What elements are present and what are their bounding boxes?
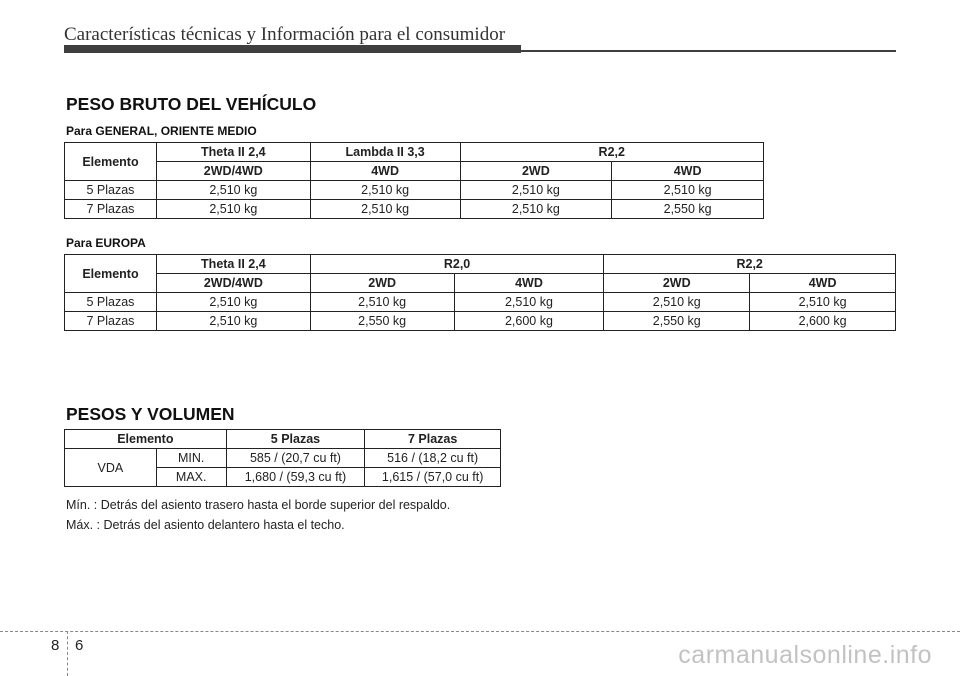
table-cell: 2,510 kg bbox=[750, 293, 896, 312]
note-max: Máx. : Detrás del asiento delantero hasta el techo. bbox=[66, 518, 345, 532]
footer-divider bbox=[0, 631, 960, 632]
table-header-engine: R2,2 bbox=[604, 255, 896, 274]
table-cell: 585 / (20,7 cu ft) bbox=[226, 449, 365, 468]
gross-weight-table-europe bbox=[64, 254, 896, 331]
page-number-chapter: 8 bbox=[51, 637, 60, 654]
table-cell: 2,510 kg bbox=[156, 181, 310, 200]
table-header-drive: 2WD/4WD bbox=[156, 162, 310, 181]
table-cell: 2,510 kg bbox=[460, 200, 612, 219]
table-header-engine: Theta II 2,4 bbox=[156, 143, 310, 162]
gross-weight-table-general bbox=[64, 142, 764, 219]
table-cell: 1,615 / (57,0 cu ft) bbox=[365, 468, 501, 487]
table-cell: 2,510 kg bbox=[156, 200, 310, 219]
watermark-text: carmanualsonline.info bbox=[678, 641, 932, 669]
table-header-drive: 4WD bbox=[310, 162, 460, 181]
table-row-label: 5 Plazas bbox=[65, 293, 157, 312]
table-row bbox=[65, 181, 764, 200]
table-cell: 2,510 kg bbox=[460, 181, 612, 200]
table-header-element: Elemento bbox=[65, 255, 157, 293]
table-cell: 2,510 kg bbox=[310, 181, 460, 200]
table-row bbox=[65, 293, 896, 312]
section-title-weights-volume: PESOS Y VOLUMEN bbox=[66, 404, 235, 424]
table-cell: 2,600 kg bbox=[454, 312, 604, 331]
table-row-sublabel: MAX. bbox=[156, 468, 226, 487]
table-header-seats: 5 Plazas bbox=[226, 430, 365, 449]
table-cell: 2,510 kg bbox=[156, 312, 310, 331]
page-number-page: 6 bbox=[75, 637, 84, 654]
table-header-drive: 2WD bbox=[604, 274, 750, 293]
header-rule bbox=[64, 50, 896, 52]
table-row-label: VDA bbox=[65, 449, 157, 487]
table-cell: 2,600 kg bbox=[750, 312, 896, 331]
table-row-label: 7 Plazas bbox=[65, 200, 157, 219]
header-title: Características técnicas y Información para el consumidor bbox=[64, 24, 506, 45]
table-cell: 2,550 kg bbox=[310, 312, 454, 331]
table-row bbox=[65, 449, 501, 468]
table-header-drive: 4WD bbox=[454, 274, 604, 293]
table-header-drive: 4WD bbox=[612, 162, 764, 181]
table-cell: 2,550 kg bbox=[612, 200, 764, 219]
weights-volume-table bbox=[64, 429, 501, 487]
footer-page-divider bbox=[67, 631, 68, 676]
section-title-gross-weight: PESO BRUTO DEL VEHÍCULO bbox=[66, 94, 317, 114]
table-header-drive: 2WD/4WD bbox=[156, 274, 310, 293]
table-cell: 2,510 kg bbox=[604, 293, 750, 312]
table1-subtitle: Para GENERAL, ORIENTE MEDIO bbox=[66, 124, 257, 138]
table-row bbox=[65, 312, 896, 331]
table-header-element: Elemento bbox=[65, 430, 227, 449]
table-row-sublabel: MIN. bbox=[156, 449, 226, 468]
table-header-drive: 4WD bbox=[750, 274, 896, 293]
table-row bbox=[65, 200, 764, 219]
table-header-engine: Lambda II 3,3 bbox=[310, 143, 460, 162]
table-cell: 2,510 kg bbox=[156, 293, 310, 312]
table-cell: 2,510 kg bbox=[612, 181, 764, 200]
table-header-seats: 7 Plazas bbox=[365, 430, 501, 449]
table-row-label: 7 Plazas bbox=[65, 312, 157, 331]
table-header-element: Elemento bbox=[65, 143, 157, 181]
table2-subtitle: Para EUROPA bbox=[66, 236, 146, 250]
table-header-engine: Theta II 2,4 bbox=[156, 255, 310, 274]
table-header-drive: 2WD bbox=[460, 162, 612, 181]
table-cell: 2,510 kg bbox=[310, 293, 454, 312]
table-cell: 2,550 kg bbox=[604, 312, 750, 331]
table-cell: 2,510 kg bbox=[310, 200, 460, 219]
table-header-engine: R2,2 bbox=[460, 143, 764, 162]
table-header-engine: R2,0 bbox=[310, 255, 604, 274]
table-cell: 1,680 / (59,3 cu ft) bbox=[226, 468, 365, 487]
table-cell: 2,510 kg bbox=[454, 293, 604, 312]
note-min: Mín. : Detrás del asiento trasero hasta el borde superior del respaldo. bbox=[66, 498, 451, 512]
table-header-drive: 2WD bbox=[310, 274, 454, 293]
table-row-label: 5 Plazas bbox=[65, 181, 157, 200]
table-cell: 516 / (18,2 cu ft) bbox=[365, 449, 501, 468]
